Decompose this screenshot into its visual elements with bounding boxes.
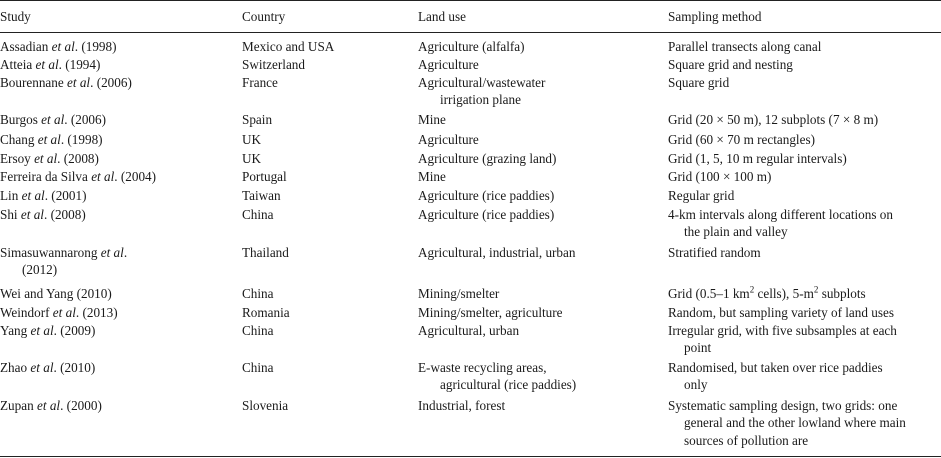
study-author: Bourennane xyxy=(0,75,68,90)
study-etal: et al xyxy=(34,151,58,166)
table-row-country: China xyxy=(242,286,274,301)
table-row-land-use: Mining/smelter xyxy=(418,286,500,301)
table-row-land-use: Mine xyxy=(418,169,446,184)
table-row-land-use: Agriculture (grazing land) xyxy=(418,151,557,166)
study-etal: et al xyxy=(52,305,76,320)
header-country: Country xyxy=(242,9,286,24)
study-etal: et al xyxy=(100,245,124,260)
table-row-method: Regular grid xyxy=(668,188,735,203)
study-author: Zhao xyxy=(0,360,31,375)
study-author: Ersoy xyxy=(0,151,35,166)
table-row-land-use: Industrial, forest xyxy=(418,398,506,413)
study-author: Yang xyxy=(0,323,31,338)
study-etal: et al xyxy=(37,398,61,413)
table-row-land-use xyxy=(418,74,662,109)
method-line: Randomised, but taken over rice paddies xyxy=(668,360,883,375)
table-row-land-use: Agriculture xyxy=(418,57,479,72)
table-header-rule xyxy=(0,32,941,33)
table-row-land-use: Agriculture (rice paddies) xyxy=(418,188,555,203)
table-row-method xyxy=(668,359,940,394)
table-row-country: Romania xyxy=(242,305,290,320)
table-row-land-use: Agriculture (rice paddies) xyxy=(418,207,555,222)
method-line: the plain and valley xyxy=(684,224,788,240)
table-row-land-use: Agriculture (alfalfa) xyxy=(418,39,525,54)
table-row-land-use xyxy=(418,359,662,394)
study-author: Assadian xyxy=(0,39,52,54)
table-top-rule xyxy=(0,0,941,1)
table-row-method: Square grid xyxy=(668,75,730,90)
table-row-country: Portugal xyxy=(242,169,287,184)
study-year: . (2008) xyxy=(57,151,99,166)
table-row-method: Grid (1, 5, 10 m regular intervals) xyxy=(668,151,847,166)
study-author: Burgos xyxy=(0,112,42,127)
table-bottom-rule xyxy=(0,456,941,457)
table-row-study xyxy=(0,322,230,339)
table-row-country: Switzerland xyxy=(242,57,305,72)
table-row-land-use: Agricultural, industrial, urban xyxy=(418,245,576,260)
header-sampling-method: Sampling method xyxy=(668,9,762,24)
table-row-study xyxy=(0,244,230,279)
study-year: . (2001) xyxy=(44,188,87,203)
study-etal: et al xyxy=(35,57,59,72)
study-year: . (1998) xyxy=(74,39,117,54)
table-row-method: Random, but sampling variety of land uses xyxy=(668,305,894,320)
method-part: Grid (0.5–1 km xyxy=(668,286,750,301)
table-row-country: China xyxy=(242,207,274,222)
table-row-country: UK xyxy=(242,151,262,166)
study-author: Zupan xyxy=(0,398,37,413)
table-row-study xyxy=(0,111,230,128)
table-row-study xyxy=(0,56,230,73)
study-year: . (2006) xyxy=(90,75,132,90)
study-year: . (2004) xyxy=(114,169,157,184)
table-row-method: Grid (100 × 100 m) xyxy=(668,169,772,184)
table-row-land-use: Mining/smelter, agriculture xyxy=(418,305,563,320)
method-line: only xyxy=(684,377,708,393)
table-row-method xyxy=(668,285,940,302)
method-superscript: 2 xyxy=(749,284,755,295)
study-etal: et al xyxy=(30,360,54,375)
method-superscript: 2 xyxy=(813,284,819,295)
study-author: Weindorf xyxy=(0,305,53,320)
table-row-study xyxy=(0,206,230,223)
study-etal: et al xyxy=(51,39,75,54)
study-author: Lin xyxy=(0,188,22,203)
table-row-country: France xyxy=(242,75,278,90)
study-author: Chang xyxy=(0,132,38,147)
study-year: . (2010) xyxy=(53,360,96,375)
table-row-land-use: Agricultural, urban xyxy=(418,323,520,338)
study-etal: et al xyxy=(41,112,65,127)
study-year: . (1994) xyxy=(58,57,101,72)
header-study: Study xyxy=(0,9,31,24)
study-year: . (2009) xyxy=(53,323,96,338)
study-punct: . xyxy=(123,245,128,260)
study-year: . (2008) xyxy=(43,207,86,222)
study-author: Simasuwannarong xyxy=(0,245,101,260)
table-row-land-use: Agriculture xyxy=(418,132,479,147)
method-part: cells), 5-m xyxy=(754,286,814,301)
method-line: point xyxy=(684,340,712,356)
study-year: . (2000) xyxy=(60,398,102,413)
table-row-country: Taiwan xyxy=(242,188,281,203)
table-row-study xyxy=(0,168,230,185)
land-use-line: irrigation plane xyxy=(440,92,521,108)
table-row-method xyxy=(668,206,940,241)
table-row-country: UK xyxy=(242,132,262,147)
land-use-line: E-waste recycling areas, xyxy=(418,360,547,375)
study-etal: et al xyxy=(30,323,54,338)
table-row-study xyxy=(0,187,230,204)
method-line: Irregular grid, with five subsamples at each xyxy=(668,323,897,338)
study-etal: et al xyxy=(91,169,115,184)
table-row-method xyxy=(668,322,940,357)
land-use-line: Agricultural/wastewater xyxy=(418,75,546,90)
table-row-country: Thailand xyxy=(242,245,289,260)
table-row-country: China xyxy=(242,323,274,338)
study-author: Atteia xyxy=(0,57,36,72)
header-land-use: Land use xyxy=(418,9,466,24)
table-row-study: Wei and Yang (2010) xyxy=(0,286,112,301)
method-line: sources of pollution are xyxy=(684,432,809,448)
study-author: Ferreira da Silva xyxy=(0,169,92,184)
table-row-country: Slovenia xyxy=(242,398,289,413)
study-year: . (2013) xyxy=(75,305,118,320)
study-year: . (2006) xyxy=(64,112,107,127)
table-row-method xyxy=(668,397,940,449)
study-etal: et al xyxy=(20,207,44,222)
study-year: . (1998) xyxy=(60,132,103,147)
study-etal: et al xyxy=(21,188,45,203)
table-row-study xyxy=(0,397,230,414)
table-row-study xyxy=(0,359,230,376)
study-etal: et al xyxy=(67,75,91,90)
table-row-study xyxy=(0,74,230,91)
study-etal: et al xyxy=(37,132,61,147)
table-row-method: Square grid and nesting xyxy=(668,57,793,72)
land-use-line: agricultural (rice paddies) xyxy=(440,377,577,393)
method-line: 4-km intervals along different locations on xyxy=(668,207,893,222)
table-row-method: Grid (60 × 70 m rectangles) xyxy=(668,132,815,147)
table-row-country: Mexico and USA xyxy=(242,39,335,54)
table-row-study xyxy=(0,150,230,167)
table-row-country: Spain xyxy=(242,112,273,127)
table-row-method: Parallel transects along canal xyxy=(668,39,822,54)
table-row-country: China xyxy=(242,360,274,375)
table-row-study xyxy=(0,131,230,148)
table-row-study xyxy=(0,38,230,55)
table-row-method: Grid (20 × 50 m), 12 subplots (7 × 8 m) xyxy=(668,112,879,127)
study-author: Shi xyxy=(0,207,21,222)
method-part: subplots xyxy=(818,286,866,301)
method-line: Systematic sampling design, two grids: one xyxy=(668,398,898,413)
study-year: (2012) xyxy=(22,262,58,278)
table-row-land-use: Mine xyxy=(418,112,446,127)
method-line: general and the other lowland where main xyxy=(684,415,906,431)
table-row-study xyxy=(0,304,230,321)
table-row-method: Stratified random xyxy=(668,245,761,260)
